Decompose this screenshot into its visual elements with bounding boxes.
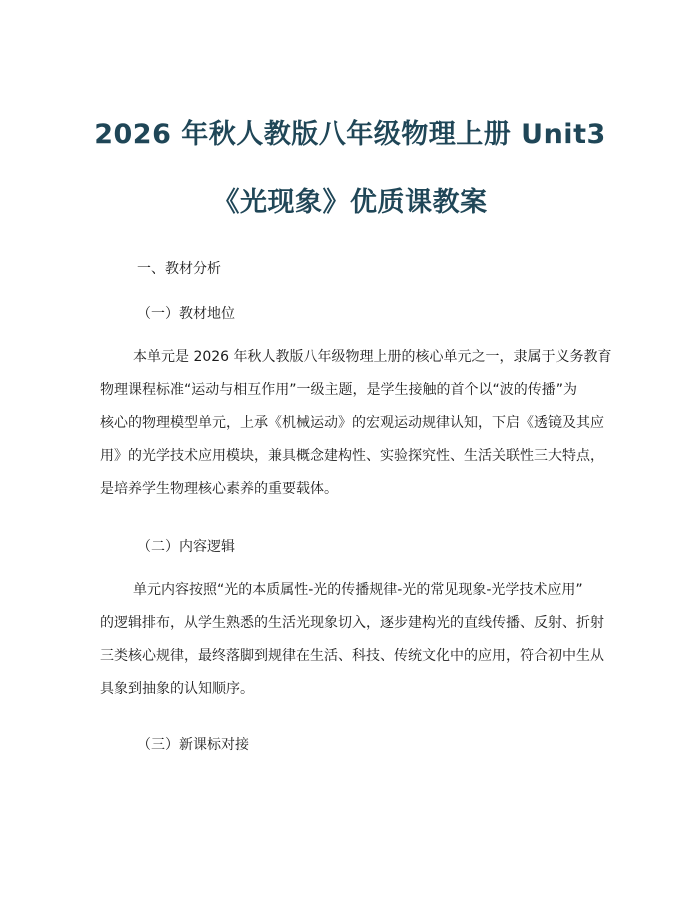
paragraph-line: 具象到抽象的认知顺序。 — [100, 681, 254, 697]
paragraph-line: 三类核心规律，最终落脚到规律在生活、科技、传统文化中的应用，符合初中生从 — [100, 648, 604, 664]
paragraph-textbook-status — [100, 341, 612, 506]
subsection-heading-content-logic: （二）内容逻辑 — [137, 539, 235, 555]
paragraph-line: 核心的物理模型单元，上承《机械运动》的宏观运动规律认知，下启《透镜及其应 — [100, 415, 604, 431]
subsection-heading-curriculum-alignment: （三）新课标对接 — [137, 737, 249, 753]
paragraph-line: 的逻辑排布，从学生熟悉的生活光现象切入，逐步建构光的直线传播、反射、折射 — [100, 615, 604, 631]
paragraph-line: 物理课程标准“运动与相互作用”一级主题，是学生接触的首个以“波的传播”为 — [100, 382, 578, 398]
section-heading-textbook-analysis: 一、教材分析 — [137, 261, 221, 277]
paragraph-line: 单元内容按照“光的本质属性-光的传播规律-光的常见现象-光学技术应用” — [133, 582, 583, 598]
subsection-heading-textbook-status: （一）教材地位 — [137, 306, 235, 322]
document-title-line-2: 《光现象》优质课教案 — [212, 187, 488, 218]
paragraph-line: 是培养学生物理核心素养的重要载体。 — [100, 481, 338, 497]
paragraph-line: 本单元是 2026 年秋人教版八年级物理上册的核心单元之一，隶属于义务教育 — [133, 349, 612, 365]
paragraph-line: 用》的光学技术应用模块，兼具概念建构性、实验探究性、生活关联性三大特点， — [100, 448, 604, 464]
paragraph-content-logic — [100, 574, 605, 706]
document-title-line-1: 2026 年秋人教版八年级物理上册 Unit3 — [94, 119, 606, 150]
